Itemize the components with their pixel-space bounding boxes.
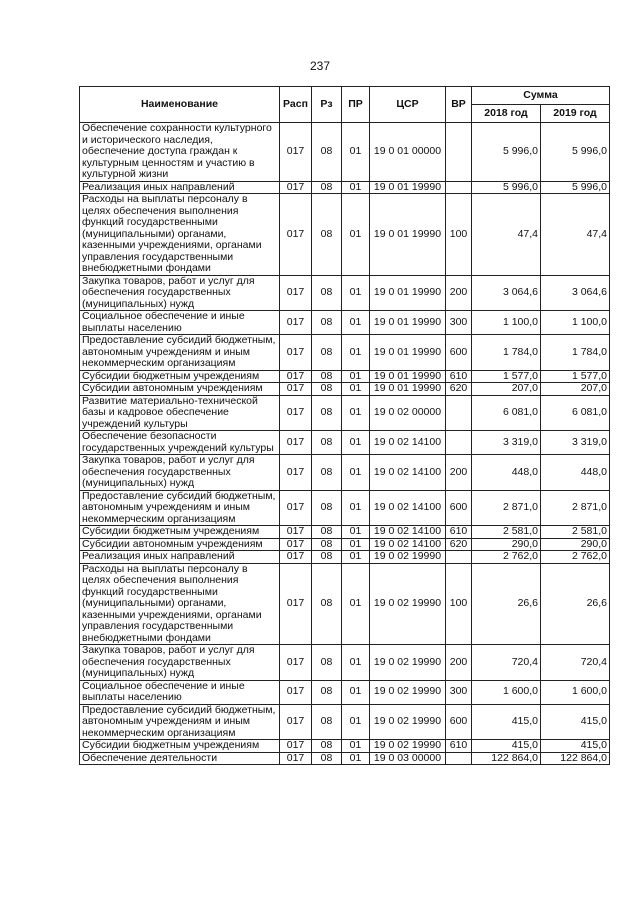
table-row xyxy=(80,431,610,455)
cell-pr: 01 xyxy=(342,335,370,371)
cell-rasp: 017 xyxy=(280,563,312,645)
cell-pr: 01 xyxy=(342,395,370,431)
header-csr: ЦСР xyxy=(370,87,446,123)
cell-2018: 47,4 xyxy=(472,194,541,276)
cell-2018: 122 864,0 xyxy=(472,752,541,765)
cell-name: Обеспечение сохранности культурного и исторического наследия, обеспечение доступа граждан к культурным ценностям и участию в культурной жизни xyxy=(80,123,280,182)
cell-vr: 610 xyxy=(446,740,472,753)
cell-name: Предоставление субсидий бюджетным, автономным учреждениям и иным некоммерческим организациям xyxy=(80,490,280,526)
header-row-top xyxy=(80,87,610,105)
page-number: 237 xyxy=(309,59,331,73)
cell-2019: 26,6 xyxy=(541,563,610,645)
table-row xyxy=(80,123,610,182)
cell-rasp: 017 xyxy=(280,551,312,564)
cell-rasp: 017 xyxy=(280,311,312,335)
cell-pr: 01 xyxy=(342,551,370,564)
cell-pr: 01 xyxy=(342,563,370,645)
table-row xyxy=(80,455,610,491)
cell-rz: 08 xyxy=(312,431,342,455)
cell-rz: 08 xyxy=(312,275,342,311)
cell-2019: 1 577,0 xyxy=(541,370,610,383)
table-row xyxy=(80,335,610,371)
cell-pr: 01 xyxy=(342,752,370,765)
cell-name: Закупка товаров, работ и услуг для обеспечения государственных (муниципальных) нужд xyxy=(80,455,280,491)
cell-2018: 415,0 xyxy=(472,740,541,753)
cell-vr: 620 xyxy=(446,383,472,396)
header-rasp: Расп xyxy=(280,87,312,123)
cell-csr: 19 0 01 19990 xyxy=(370,311,446,335)
cell-rz: 08 xyxy=(312,455,342,491)
cell-rz: 08 xyxy=(312,538,342,551)
cell-csr: 19 0 02 14100 xyxy=(370,490,446,526)
cell-name: Субсидии бюджетным учреждениям xyxy=(80,370,280,383)
cell-rz: 08 xyxy=(312,383,342,396)
cell-vr: 600 xyxy=(446,704,472,740)
cell-name: Обеспечение деятельности xyxy=(80,752,280,765)
cell-2018: 2 762,0 xyxy=(472,551,541,564)
cell-pr: 01 xyxy=(342,123,370,182)
cell-name: Субсидии автономным учреждениям xyxy=(80,383,280,396)
cell-rasp: 017 xyxy=(280,275,312,311)
cell-vr: 300 xyxy=(446,311,472,335)
table-row xyxy=(80,311,610,335)
cell-rasp: 017 xyxy=(280,526,312,539)
cell-2019: 1 600,0 xyxy=(541,680,610,704)
table-row xyxy=(80,645,610,681)
cell-name: Социальное обеспечение и иные выплаты населению xyxy=(80,680,280,704)
cell-csr: 19 0 02 19990 xyxy=(370,704,446,740)
cell-rz: 08 xyxy=(312,370,342,383)
cell-vr: 100 xyxy=(446,563,472,645)
cell-rz: 08 xyxy=(312,395,342,431)
cell-2018: 2 871,0 xyxy=(472,490,541,526)
table-row xyxy=(80,490,610,526)
cell-name: Социальное обеспечение и иные выплаты населению xyxy=(80,311,280,335)
cell-2018: 3 319,0 xyxy=(472,431,541,455)
cell-2019: 5 996,0 xyxy=(541,181,610,194)
cell-name: Закупка товаров, работ и услуг для обеспечения государственных (муниципальных) нужд xyxy=(80,275,280,311)
cell-name: Субсидии бюджетным учреждениям xyxy=(80,740,280,753)
cell-rasp: 017 xyxy=(280,181,312,194)
table-row xyxy=(80,563,610,645)
cell-2019: 47,4 xyxy=(541,194,610,276)
cell-name: Расходы на выплаты персоналу в целях обеспечения выполнения функций государственными (муниципальными) органами, казенными учреждениями, органами управления государственными внебюджетными фондами xyxy=(80,563,280,645)
cell-rz: 08 xyxy=(312,123,342,182)
cell-name: Закупка товаров, работ и услуг для обеспечения государственных (муниципальных) нужд xyxy=(80,645,280,681)
cell-name: Реализация иных направлений xyxy=(80,551,280,564)
cell-2019: 415,0 xyxy=(541,704,610,740)
cell-pr: 01 xyxy=(342,383,370,396)
header-name: Наименование xyxy=(80,87,280,123)
cell-2019: 290,0 xyxy=(541,538,610,551)
cell-vr: 610 xyxy=(446,526,472,539)
budget-table xyxy=(79,86,610,765)
cell-rz: 08 xyxy=(312,645,342,681)
table-row xyxy=(80,538,610,551)
cell-pr: 01 xyxy=(342,490,370,526)
cell-vr xyxy=(446,395,472,431)
cell-rasp: 017 xyxy=(280,752,312,765)
cell-pr: 01 xyxy=(342,526,370,539)
cell-2019: 122 864,0 xyxy=(541,752,610,765)
cell-2018: 1 784,0 xyxy=(472,335,541,371)
cell-vr xyxy=(446,551,472,564)
table-row xyxy=(80,383,610,396)
cell-csr: 19 0 01 00000 xyxy=(370,123,446,182)
cell-vr: 600 xyxy=(446,490,472,526)
cell-vr xyxy=(446,431,472,455)
table-row xyxy=(80,275,610,311)
cell-csr: 19 0 02 19990 xyxy=(370,563,446,645)
cell-pr: 01 xyxy=(342,455,370,491)
cell-pr: 01 xyxy=(342,680,370,704)
cell-rz: 08 xyxy=(312,490,342,526)
cell-2018: 1 100,0 xyxy=(472,311,541,335)
cell-pr: 01 xyxy=(342,740,370,753)
cell-vr xyxy=(446,123,472,182)
cell-vr xyxy=(446,752,472,765)
table-row xyxy=(80,704,610,740)
cell-name: Расходы на выплаты персоналу в целях обеспечения выполнения функций государственными (муниципальными) органами, казенными учреждениями, органами управления государственными внебюджетными фондами xyxy=(80,194,280,276)
cell-pr: 01 xyxy=(342,311,370,335)
cell-vr: 600 xyxy=(446,335,472,371)
header-rz: Рз xyxy=(312,87,342,123)
cell-2018: 720,4 xyxy=(472,645,541,681)
cell-csr: 19 0 01 19990 xyxy=(370,370,446,383)
cell-vr: 620 xyxy=(446,538,472,551)
cell-2019: 3 319,0 xyxy=(541,431,610,455)
cell-name: Предоставление субсидий бюджетным, автономным учреждениям и иным некоммерческим организациям xyxy=(80,704,280,740)
cell-2019: 5 996,0 xyxy=(541,123,610,182)
header-2018: 2018 год xyxy=(472,105,541,123)
cell-pr: 01 xyxy=(342,181,370,194)
cell-2018: 6 081,0 xyxy=(472,395,541,431)
cell-vr: 200 xyxy=(446,455,472,491)
cell-2019: 6 081,0 xyxy=(541,395,610,431)
cell-rasp: 017 xyxy=(280,383,312,396)
cell-vr: 100 xyxy=(446,194,472,276)
cell-2018: 415,0 xyxy=(472,704,541,740)
cell-2019: 2 762,0 xyxy=(541,551,610,564)
cell-pr: 01 xyxy=(342,431,370,455)
table-row xyxy=(80,370,610,383)
cell-pr: 01 xyxy=(342,704,370,740)
cell-2019: 3 064,6 xyxy=(541,275,610,311)
cell-rasp: 017 xyxy=(280,335,312,371)
cell-rasp: 017 xyxy=(280,704,312,740)
cell-vr: 610 xyxy=(446,370,472,383)
table-row xyxy=(80,740,610,753)
cell-2018: 5 996,0 xyxy=(472,181,541,194)
cell-rasp: 017 xyxy=(280,680,312,704)
cell-2019: 415,0 xyxy=(541,740,610,753)
cell-csr: 19 0 02 19990 xyxy=(370,740,446,753)
table-row xyxy=(80,752,610,765)
cell-2018: 3 064,6 xyxy=(472,275,541,311)
cell-rasp: 017 xyxy=(280,645,312,681)
cell-rz: 08 xyxy=(312,194,342,276)
cell-csr: 19 0 01 19990 xyxy=(370,275,446,311)
cell-rz: 08 xyxy=(312,704,342,740)
table-row xyxy=(80,181,610,194)
cell-2019: 2 871,0 xyxy=(541,490,610,526)
cell-csr: 19 0 01 19990 xyxy=(370,181,446,194)
cell-csr: 19 0 01 19990 xyxy=(370,194,446,276)
cell-rasp: 017 xyxy=(280,395,312,431)
cell-rasp: 017 xyxy=(280,538,312,551)
cell-2018: 26,6 xyxy=(472,563,541,645)
header-pr: ПР xyxy=(342,87,370,123)
cell-csr: 19 0 02 14100 xyxy=(370,538,446,551)
cell-2018: 5 996,0 xyxy=(472,123,541,182)
cell-pr: 01 xyxy=(342,645,370,681)
cell-rasp: 017 xyxy=(280,490,312,526)
cell-vr: 200 xyxy=(446,275,472,311)
table-row xyxy=(80,194,610,276)
cell-vr: 300 xyxy=(446,680,472,704)
cell-2019: 1 784,0 xyxy=(541,335,610,371)
cell-csr: 19 0 02 19990 xyxy=(370,645,446,681)
cell-csr: 19 0 02 14100 xyxy=(370,455,446,491)
cell-2018: 1 577,0 xyxy=(472,370,541,383)
cell-pr: 01 xyxy=(342,194,370,276)
cell-rz: 08 xyxy=(312,563,342,645)
cell-rz: 08 xyxy=(312,752,342,765)
cell-pr: 01 xyxy=(342,370,370,383)
cell-csr: 19 0 01 19990 xyxy=(370,383,446,396)
cell-pr: 01 xyxy=(342,538,370,551)
cell-rz: 08 xyxy=(312,551,342,564)
cell-2019: 1 100,0 xyxy=(541,311,610,335)
cell-rz: 08 xyxy=(312,526,342,539)
cell-name: Развитие материально-технической базы и кадровое обеспечение учреждений культуры xyxy=(80,395,280,431)
cell-rasp: 017 xyxy=(280,431,312,455)
table-body xyxy=(80,123,610,765)
table-row xyxy=(80,395,610,431)
cell-2018: 448,0 xyxy=(472,455,541,491)
cell-name: Реализация иных направлений xyxy=(80,181,280,194)
cell-rz: 08 xyxy=(312,311,342,335)
cell-name: Обеспечение безопасности государственных учреждений культуры xyxy=(80,431,280,455)
cell-csr: 19 0 03 00000 xyxy=(370,752,446,765)
cell-rasp: 017 xyxy=(280,740,312,753)
cell-rasp: 017 xyxy=(280,455,312,491)
cell-rasp: 017 xyxy=(280,370,312,383)
table-row xyxy=(80,680,610,704)
cell-name: Субсидии бюджетным учреждениям xyxy=(80,526,280,539)
cell-pr: 01 xyxy=(342,275,370,311)
header-2019: 2019 год xyxy=(541,105,610,123)
cell-2018: 207,0 xyxy=(472,383,541,396)
cell-2018: 290,0 xyxy=(472,538,541,551)
cell-csr: 19 0 02 14100 xyxy=(370,431,446,455)
cell-csr: 19 0 02 14100 xyxy=(370,526,446,539)
cell-csr: 19 0 02 19990 xyxy=(370,680,446,704)
cell-rasp: 017 xyxy=(280,194,312,276)
cell-2018: 2 581,0 xyxy=(472,526,541,539)
cell-2019: 448,0 xyxy=(541,455,610,491)
header-vr: ВР xyxy=(446,87,472,123)
cell-2018: 1 600,0 xyxy=(472,680,541,704)
cell-name: Субсидии автономным учреждениям xyxy=(80,538,280,551)
cell-2019: 720,4 xyxy=(541,645,610,681)
header-sum: Сумма xyxy=(472,87,610,105)
cell-rz: 08 xyxy=(312,335,342,371)
cell-2019: 2 581,0 xyxy=(541,526,610,539)
cell-rz: 08 xyxy=(312,740,342,753)
table-row xyxy=(80,551,610,564)
cell-csr: 19 0 02 19990 xyxy=(370,551,446,564)
cell-vr: 200 xyxy=(446,645,472,681)
cell-csr: 19 0 01 19990 xyxy=(370,335,446,371)
cell-rz: 08 xyxy=(312,181,342,194)
table-row xyxy=(80,526,610,539)
cell-rz: 08 xyxy=(312,680,342,704)
cell-rasp: 017 xyxy=(280,123,312,182)
cell-csr: 19 0 02 00000 xyxy=(370,395,446,431)
cell-vr xyxy=(446,181,472,194)
cell-2019: 207,0 xyxy=(541,383,610,396)
cell-name: Предоставление субсидий бюджетным, автономным учреждениям и иным некоммерческим организациям xyxy=(80,335,280,371)
